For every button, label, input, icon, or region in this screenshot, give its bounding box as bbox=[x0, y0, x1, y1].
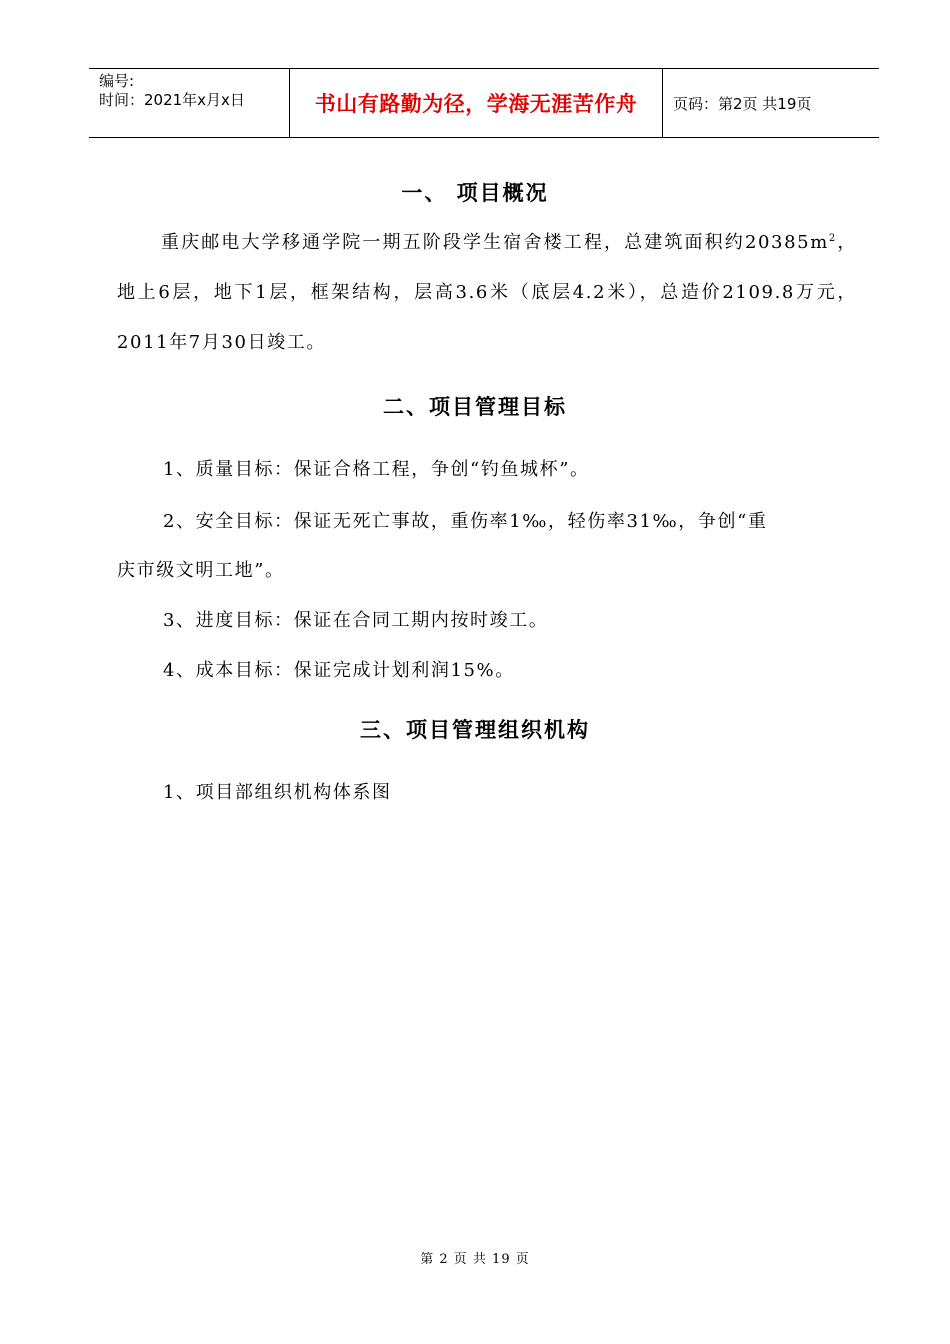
overview-rest: ，地上6层，地下1层，框架结构，层高3.6米（底层4.2米），总造价2109.8万元， 2011年7月30日竣工。 bbox=[117, 232, 857, 353]
goal-safety-line1: 2、安全目标：保证无死亡事故，重伤率1‰，轻伤率31‰，争创“重 bbox=[163, 511, 768, 532]
page-footer: 第 2 页 共 19 页 bbox=[420, 1252, 530, 1267]
document-time-label: 时间：2021年x月x日 bbox=[99, 91, 245, 109]
goal-safety-line2: 庆市级文明工地”。 bbox=[117, 560, 285, 581]
area-superscript: 2 bbox=[828, 233, 837, 244]
overview-paragraph bbox=[117, 218, 857, 368]
section-title-organization: 三、项目管理组织机构 bbox=[360, 717, 590, 742]
org-chart-heading: 1、项目部组织机构体系图 bbox=[163, 782, 392, 803]
goal-cost: 4、成本目标：保证完成计划利润15%。 bbox=[163, 660, 515, 681]
section-title-overview: 一、 项目概况 bbox=[401, 180, 549, 205]
goal-quality: 1、质量目标：保证合格工程，争创“钓鱼城杯”。 bbox=[163, 459, 590, 480]
section-title-goals: 二、项目管理目标 bbox=[383, 394, 567, 419]
overview-line1: 重庆邮电大学移通学院一期五阶段学生宿舍楼工程，总建筑面积约 bbox=[161, 232, 745, 253]
header-meta bbox=[89, 69, 290, 137]
document-number-label: 编号: bbox=[99, 72, 135, 90]
header-motto: 书山有路勤为径，学海无涯苦作舟 bbox=[290, 69, 663, 137]
header-page-info: 页码：第2页 共19页 bbox=[673, 94, 812, 113]
goal-schedule: 3、进度目标：保证在合同工期内按时竣工。 bbox=[163, 610, 549, 631]
page-header bbox=[89, 68, 879, 138]
area-value: 20385m bbox=[744, 232, 829, 253]
